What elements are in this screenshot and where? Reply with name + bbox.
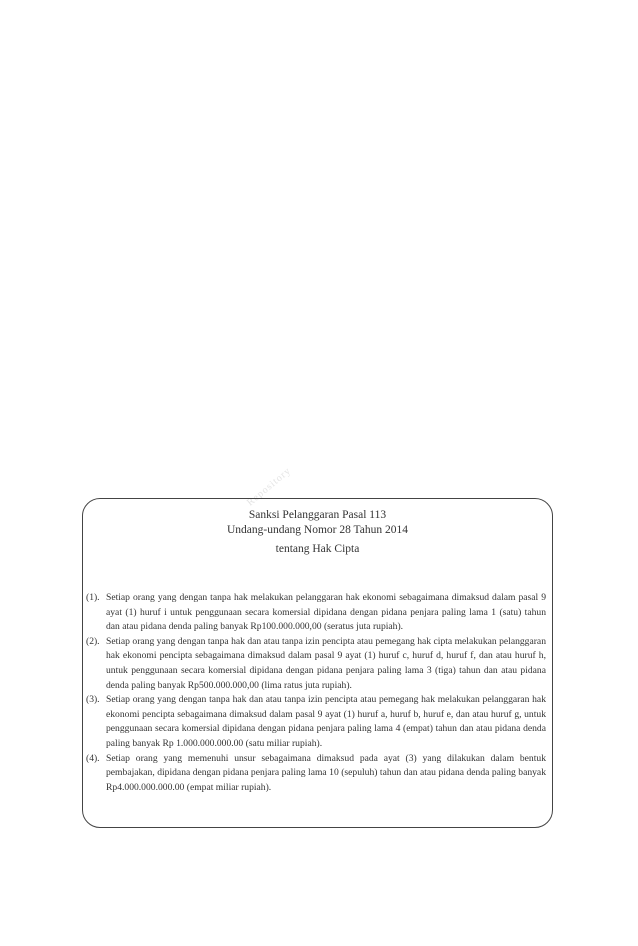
- item-number: (3).: [86, 694, 100, 706]
- list-item: [86, 752, 546, 796]
- item-text: Setiap orang yang dengan tanpa hak melakukan pelanggaran hak ekonomi sebagaimana dimaksud dalam pasal 9 ayat (1) huruf i untuk penggunaan secara komersial dipidana dengan pidana penjara paling lama 1 (satu) tahun dan atau pidana denda paling banyak Rp100.000.000,00 (seratus juta rupiah).: [106, 592, 546, 633]
- sanction-list: [86, 591, 546, 795]
- item-number: (4).: [86, 752, 100, 764]
- item-number: (2).: [86, 635, 100, 647]
- item-text: Setiap orang yang memenuhi unsur sebagaimana dimaksud pada ayat (3) yang dilakukan dalam bentuk pembajakan, dipidana dengan pidana penjara paling lama 10 (sepuluh) tahun dan atau pidana denda paling banyak Rp4.000.000.000.00 (empat miliar rupiah).: [106, 752, 546, 793]
- item-text: Setiap orang yang dengan tanpa hak dan atau tanpa izin pencipta atau pemegang hak cipta melakukan pelanggaran hak ekonomi pencipta sebagaimana dimaksud dalam pasal 9 ayat (1) huruf c, huruf d, huruf f, dan atau huruf h, untuk penggunaan secara komersial dipidana dengan pidana penjara paling lama 3 (tiga) tahun dan atau pidana denda paling banyak Rp500.000.000,00 (lima ratus juta rupiah).: [106, 635, 546, 691]
- copyright-sanction-box: [82, 498, 553, 828]
- item-text: Setiap orang yang dengan tanpa hak dan atau tanpa izin pencipta atau pemegang hak melakukan pelanggaran hak ekonomi pencipta sebagaimana dimaksud dalam pasal 9 ayat (1) huruf a, huruf b, huruf e, dan atau huruf g, untuk penggunaan secara komersial dipidana dengan pidana penjara paling lama 4 (empat) tahun dan atau pidana denda paling banyak Rp 1.000.000.000.00 (satu miliar rupiah).: [106, 694, 546, 749]
- sanction-title: Sanksi Pelanggaran Pasal 113: [248, 509, 387, 521]
- item-number: (1).: [86, 592, 100, 603]
- list-item: [86, 693, 546, 751]
- watermark: Repository: [245, 465, 294, 509]
- law-title: Undang-undang Nomor 28 Tahun 2014: [226, 524, 409, 536]
- list-item: [86, 635, 546, 693]
- law-subject: tentang Hak Cipta: [275, 543, 360, 555]
- list-item: [86, 591, 546, 635]
